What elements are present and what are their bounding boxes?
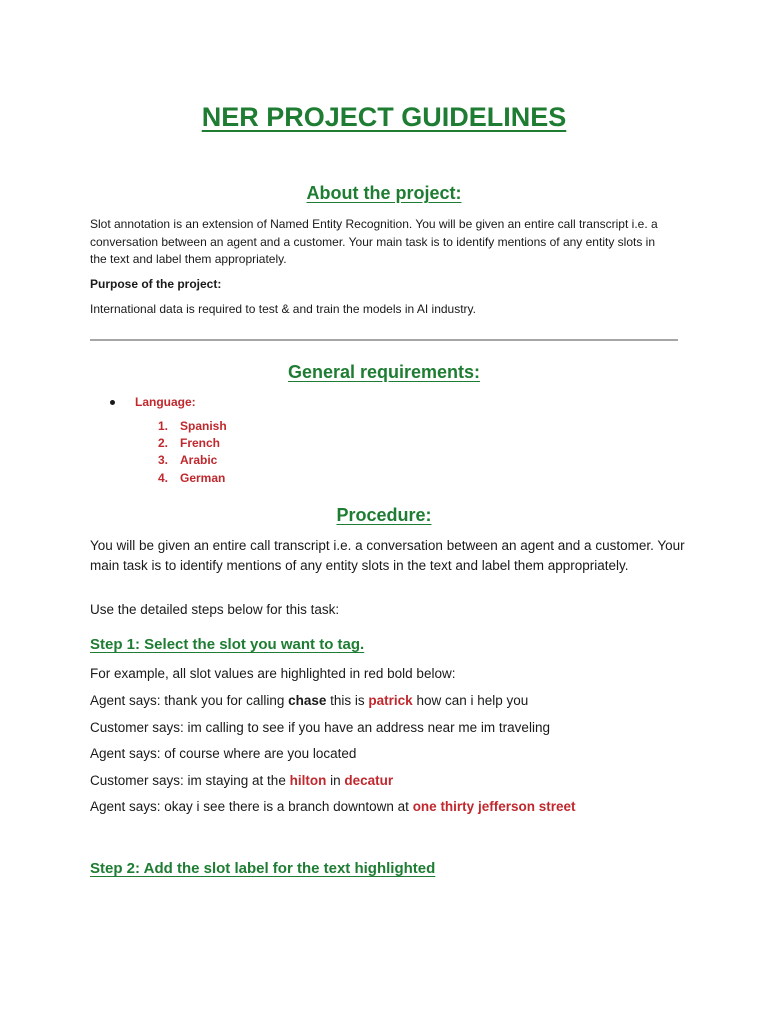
- list-number: 1.: [158, 419, 169, 433]
- purpose-text: International data is required to test & and train the models in AI industry.: [90, 302, 476, 316]
- list-number: 2.: [158, 436, 169, 451]
- language-name: German: [180, 470, 226, 485]
- transcript-line-2: Customer says: im calling to see if you have an address near me im traveling: [90, 720, 550, 735]
- list-number: 3.: [158, 453, 169, 468]
- list-item: [158, 435, 227, 452]
- language-name: Arabic: [180, 453, 218, 468]
- transcript-line-4: [90, 771, 690, 791]
- transcript-text: Agent says: thank you for calling: [90, 693, 289, 708]
- transcript-text: this is: [326, 693, 369, 708]
- transcript-text: in: [326, 773, 345, 788]
- language-name: French: [180, 436, 221, 451]
- slot-value-address: one thirty jefferson street: [412, 799, 576, 814]
- about-paragraph: Slot annotation is an extension of Named Entity Recognition. You will be given an entire call transcript i.e. a conversation between an agent and a customer. Your main task is to identify mentions of any entity slots in the text and label them appropriately.: [90, 217, 658, 266]
- procedure-heading: Procedure:: [336, 505, 432, 525]
- requirements-heading: General requirements:: [287, 362, 481, 382]
- transcript-line-1: [90, 691, 690, 711]
- list-item: [158, 470, 227, 487]
- bullet-icon: [110, 400, 115, 405]
- purpose-label: Purpose of the project:: [90, 277, 222, 291]
- transcript-line-3: Agent says: of course where are you located: [90, 746, 357, 761]
- list-item: [158, 452, 227, 469]
- document-title: NER PROJECT GUIDELINES: [201, 102, 567, 132]
- language-name: Spanish: [180, 419, 227, 433]
- procedure-intro: You will be given an entire call transcript i.e. a conversation between an agent and a customer. Your main task is to identify mentions of any entity slots in the text and label them appropriately.: [90, 538, 685, 573]
- list-number: 4.: [158, 470, 169, 485]
- transcript-text: how can i help you: [412, 693, 529, 708]
- language-bullet: [110, 395, 196, 409]
- steps-intro: Use the detailed steps below for this task:: [90, 602, 340, 617]
- slot-value-city: decatur: [344, 773, 394, 788]
- transcript-text: Customer says: im staying at the: [90, 773, 290, 788]
- section-divider: [90, 339, 678, 341]
- slot-value-name: patrick: [368, 693, 413, 708]
- example-intro: For example, all slot values are highlighted in red bold below:: [90, 666, 456, 681]
- step1-heading: Step 1: Select the slot you want to tag.: [90, 636, 365, 653]
- about-heading: About the project:: [306, 183, 462, 203]
- slot-value-hotel: hilton: [289, 773, 327, 788]
- language-list: [158, 418, 227, 487]
- transcript-text: Agent says: okay i see there is a branch downtown at: [90, 799, 413, 814]
- step2-heading: Step 2: Add the slot label for the text highlighted: [90, 860, 436, 877]
- slot-value-bank: chase: [288, 693, 327, 708]
- list-item: [158, 418, 227, 435]
- language-label: Language:: [135, 395, 196, 409]
- transcript-line-5: [90, 797, 690, 817]
